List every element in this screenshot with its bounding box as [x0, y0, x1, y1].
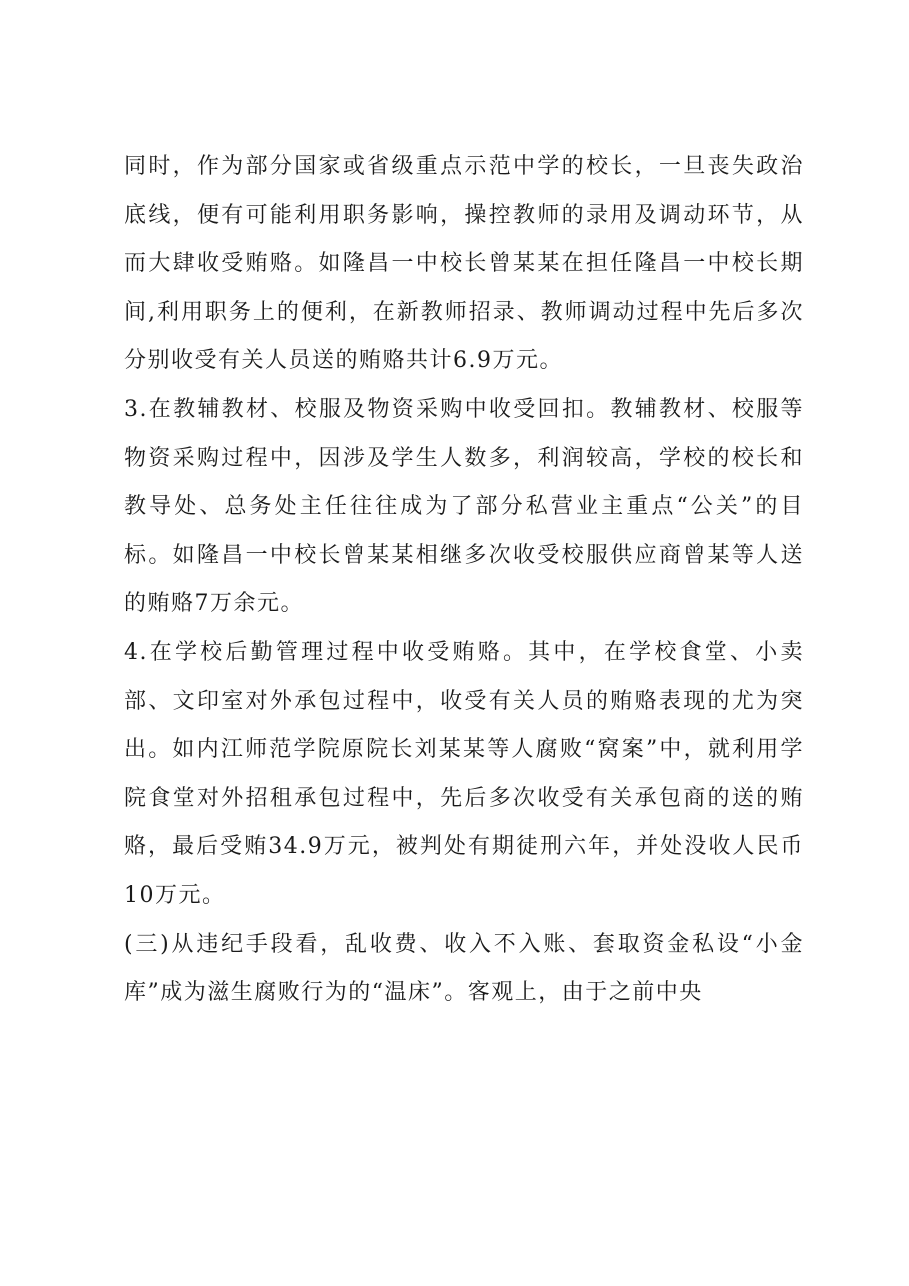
body-text	[124, 143, 804, 1018]
paragraph-section-3: (三)从违纪手段看，乱收费、收入不入账、套取资金私设“小金库”成为滋生腐败行为的“温床”。客观上，由于之前中央	[124, 931, 804, 1006]
paragraph-item-4: 4.在学校后勤管理过程中收受贿赂。其中，在学校食堂、小卖部、文印室对外承包过程中，收受有关人员的贿赂表现的尤为突出。如内江师范学院原院长刘某某等人腐败“窝案”中，就利用学院食堂对外招租承包过程中，先后多次收受有关承包商的送的贿赂，最后受贿34.9万元，被判处有期徒刑六年，并处没收人民币10万元。	[124, 639, 804, 908]
paragraph-continued-text: 同时，作为部分国家或省级重点示范中学的校长，一旦丧失政治底线，便有可能利用职务影响，操控教师的录用及调动环节，从而大肆收受贿赂。如隆昌一中校长曾某某在担任隆昌一中校长期间,利用职务上的便利，在新教师招录、教师调动过程中先后多次分别收受有关人员送的贿赂共计6.9万元。	[124, 154, 804, 374]
paragraph-item-3: 3.在教辅教材、校服及物资采购中收受回扣。教辅教材、校服等物资采购过程中，因涉及学生人数多，利润较高，学校的校长和教导处、总务处主任往往成为了部分私营业主重点“公关”的目标。如隆昌一中校长曾某某相继多次收受校服供应商曾某等人送的贿赂7万余元。	[124, 396, 804, 617]
